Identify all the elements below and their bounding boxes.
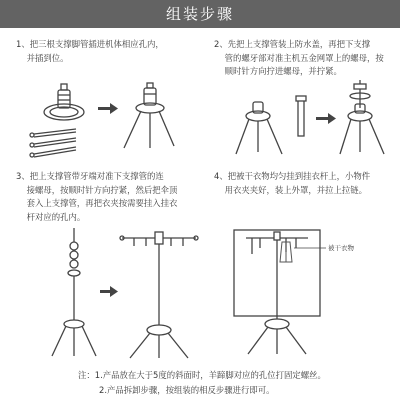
assembled-tube-icon [340,80,384,154]
rack-with-clothes-icon [234,230,320,354]
leg-tubes-icon [30,129,76,157]
page-title: 组装步骤 [165,5,234,23]
step-1-figure [28,68,178,168]
rack-with-hanger-rods-icon [120,232,198,358]
note-line-2: 2.产品拆卸步骤，按组装的相反步骤进行即可。 [99,385,275,395]
right-arrow-icon [316,113,336,124]
step-3-figure [30,224,202,360]
step-3-text: 3、把上支撑管带牙端对准下支撑管的连 接螺母，按顺时针方向拧紧，然后把伞顶 套入上支撑管，再把衣夹按需要挂入挂衣 杆对应的孔内。 [16,171,178,222]
step-2-text: 2、先把上支撑管装上防水盖，再把下支撑 管的螺牙部对准主机五金网罩上的螺母，按 顺时针方向拧进螺母，并拧紧。 [214,39,384,76]
right-arrow-icon [100,286,118,297]
tripod-base-icon [236,102,282,154]
right-arrow-icon [98,103,118,114]
machine-body-icon [44,84,84,120]
note-line-1: 注：1.产品放在大于5度的斜面时，羊蹄脚对应的孔位打固定螺丝。 [78,370,326,380]
step-1-text: 1、把三根支撑脚管插进机体相应孔内， 并插到位。 [16,39,164,63]
clothes-label: 被干衣物 [328,244,354,252]
step-2-figure [230,78,390,158]
connector-detail-icon [52,228,96,356]
assembled-base-icon [124,83,174,148]
support-tube-icon [296,96,306,136]
step-4-text: 4、把被干衣物均匀挂到挂衣杆上，小物件 用衣夹夹好，装上外罩，并拉上拉链。 [214,171,371,195]
